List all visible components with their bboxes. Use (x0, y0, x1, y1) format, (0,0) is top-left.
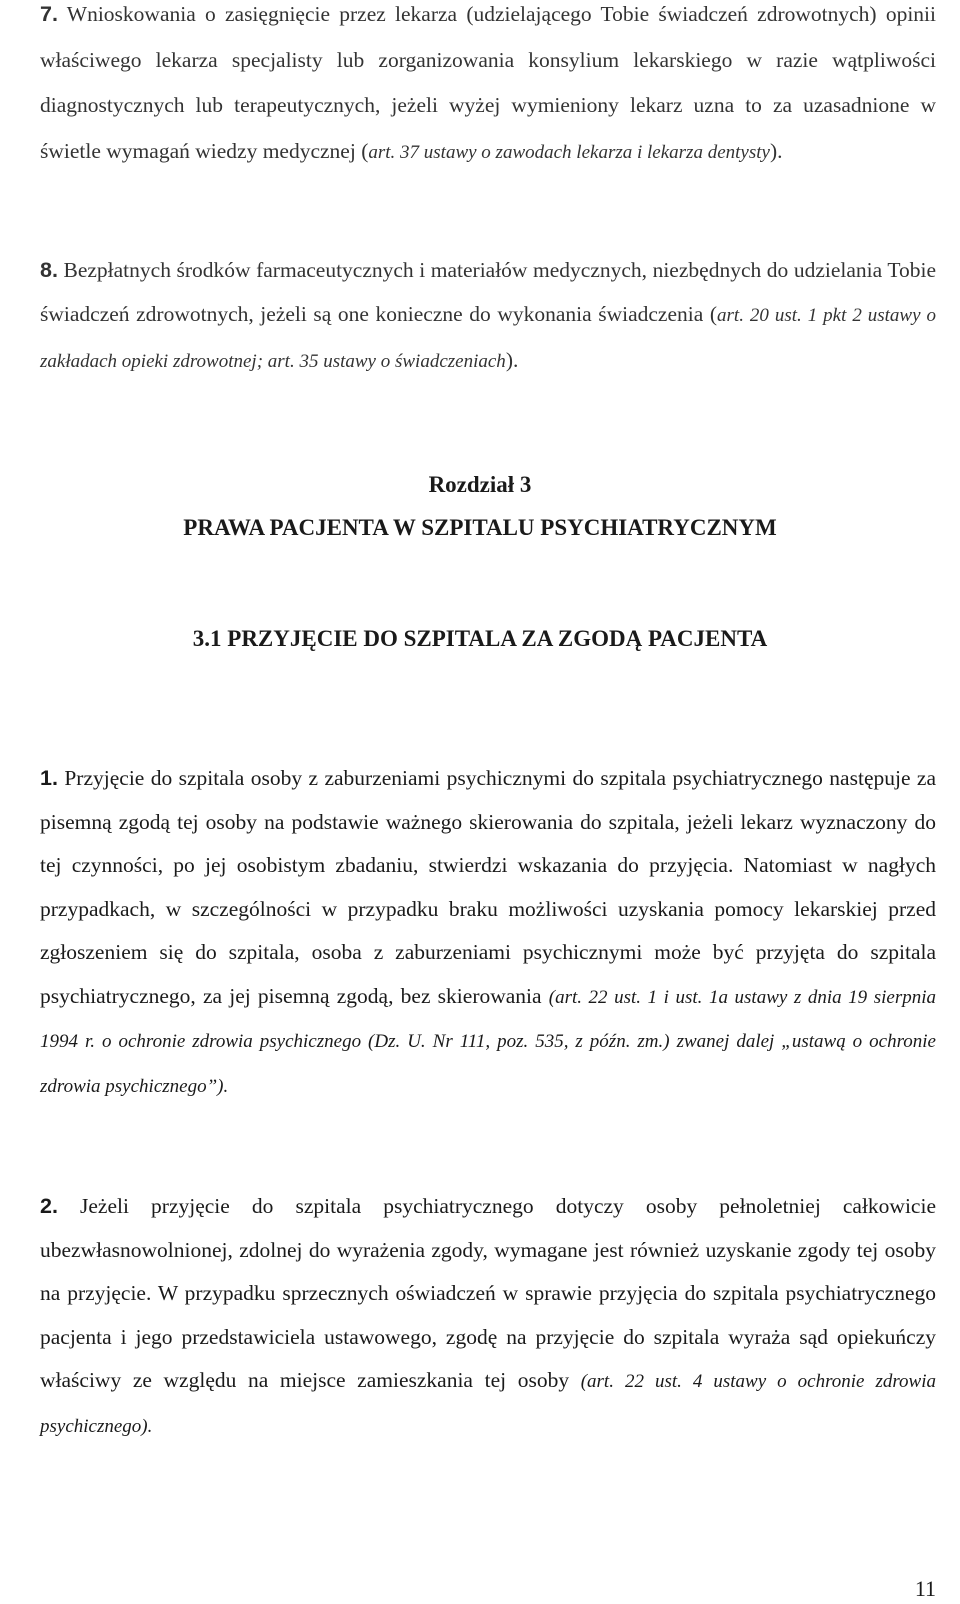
page-number: 11 (914, 1576, 936, 1601)
item-text: Bezpłatnych środków farmaceutycznych i materiałów medycznych, niezbędnych do udzielania Tobie świadczeń zdrowotnych, jeżeli są one konieczne do wykonania świadczenia ( (40, 258, 936, 326)
legal-citation: (art. 22 ust. 4 ustawy o ochronie zdrowia psychicznego). (40, 1371, 936, 1437)
chapter-label: Rozdział 3 (428, 472, 532, 497)
list-item-7 (40, 0, 936, 175)
paragraph-text: Jeżeli przyjęcie do szpitala psychiatrycznego dotyczy osoby pełnoletniej całkowicie ubezwłasnowolnionej, zdolnej do wyrażenia zgody, wymagane jest również uzyskanie zgody tej osoby na przyjęcie. W przypadku sprzecznych oświadczeń w sprawie przyjęcia do szpitala psychiatrycznego pacjenta i jego przedstawiciela ustawowego, zgodę na przyjęcie do szpitala wyraża sąd opiekuńczy właściwy ze względu na miejsce zamieszkania tej osoby (40, 1194, 936, 1392)
legal-citation: (art. 22 ust. 1 i ust. 1a ustawy z dnia 19 sierpnia 1994 r. o ochronie zdrowia psychicznego (Dz. U. Nr 111, poz. 535, z późn. zm.) zwanej dalej „ustawą o ochronie zdrowia psychicznego”). (40, 986, 936, 1097)
paragraph-number: 1. (40, 766, 58, 790)
section-title: 3.1 PRZYJĘCIE DO SZPITALA ZA ZGODĄ PACJENTA (192, 626, 768, 651)
chapter-title: PRAWA PACJENTA W SZPITALU PSYCHIATRYCZNYM (183, 515, 777, 540)
item-number: 7. (40, 2, 58, 26)
item-text: Wnioskowania o zasięgnięcie przez lekarza (udzielającego Tobie świadczeń zdrowotnych) opinii właściwego lekarza specjalisty lub zorganizowania konsylium lekarskiego w razie wątpliwości diagnostycznych lub terapeutycznych, jeżeli wyżej wymieniony lekarz uzna to za uzasadnione w świetle wymagań wiedzy medycznej ( (40, 2, 936, 163)
paragraph-1 (40, 757, 936, 1108)
item-end: ). (769, 138, 783, 163)
paragraph-number: 2. (40, 1194, 58, 1218)
list-item-8 (40, 248, 936, 384)
paragraph-2 (40, 1185, 936, 1448)
paragraph-text: Przyjęcie do szpitala osoby z zaburzeniami psychicznymi do szpitala psychiatrycznego następuje za pisemną zgodą tej osoby na podstawie ważnego skierowania do szpitala, jeżeli lekarz wyznaczony do tej czynności, po jej osobistym zbadaniu, stwierdzi wskazania do przyjęcia. Natomiast w nagłych przypadkach, w szczególności w przypadku braku możliwości uzyskania pomocy lekarskiej przed zgłoszeniem się do szpitala, osoba z zaburzeniami psychicznymi może być przyjęta do szpitala psychiatrycznego, za jej pisemną zgodą, bez skierowania (40, 766, 936, 1008)
legal-citation: art. 20 ust. 1 pkt 2 ustawy o zakładach opieki zdrowotnej; art. 35 ustawy o świadczeniach (40, 305, 936, 372)
legal-citation: art. 37 ustawy o zawodach lekarza i lekarza dentysty (368, 141, 770, 163)
item-number: 8. (40, 258, 58, 282)
item-end: ). (505, 348, 519, 372)
